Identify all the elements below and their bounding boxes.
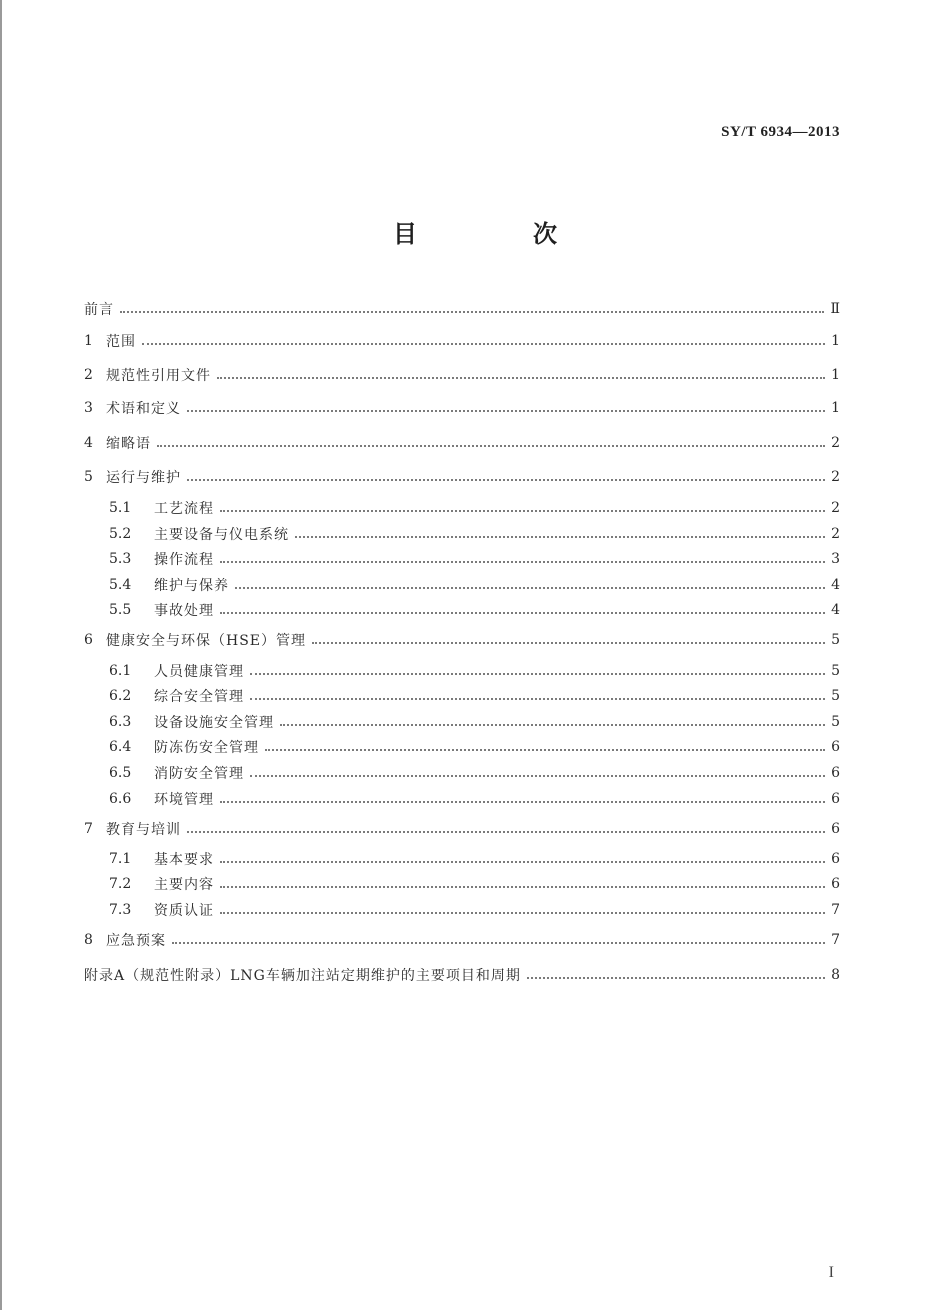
toc-entry-number: 4: [84, 435, 93, 451]
toc-entry-page: 4: [831, 602, 840, 618]
toc-entry-label: 范围: [106, 334, 136, 350]
toc-entry[interactable]: [84, 548, 840, 570]
toc-entry-label: 维护与保养: [154, 578, 229, 594]
toc-entry-label: 综合安全管理: [154, 689, 244, 705]
toc-entry-page: 7: [831, 932, 840, 948]
page-title: 目 次: [393, 220, 603, 248]
toc-entry-label: 消防安全管理: [154, 766, 244, 782]
toc-entry-label: 前言: [84, 302, 114, 318]
toc-entry-page: Ⅱ: [830, 301, 840, 317]
toc-entry[interactable]: [84, 964, 840, 986]
toc-entry-number: 6.1: [109, 663, 132, 679]
toc-entry-label: 术语和定义: [106, 401, 181, 417]
dot-leader: [280, 724, 825, 726]
toc-entry-number: 5.2: [109, 526, 132, 542]
toc-entry-label: 附录A（规范性附录）LNG车辆加注站定期维护的主要项目和周期: [84, 968, 521, 984]
dot-leader: [220, 612, 825, 614]
toc-entry-label: 运行与维护: [106, 470, 181, 486]
toc-entry[interactable]: [84, 629, 840, 651]
toc-entry-page: 2: [831, 500, 840, 516]
dot-leader: [235, 587, 825, 589]
toc-entry[interactable]: [84, 523, 840, 545]
dot-leader: [187, 831, 825, 833]
toc-entry-page: 6: [831, 851, 840, 867]
toc-entry[interactable]: [84, 711, 840, 733]
toc-entry-number: 7.3: [109, 902, 132, 918]
toc-entry-number: 8: [84, 932, 93, 948]
toc-entry-label: 基本要求: [154, 852, 214, 868]
toc-entry-label: 事故处理: [154, 603, 214, 619]
toc-entry[interactable]: [84, 660, 840, 682]
toc-entry-label: 规范性引用文件: [106, 368, 211, 384]
toc-entry[interactable]: [84, 364, 840, 386]
toc-entry-page: 2: [831, 526, 840, 542]
toc-entry-number: 1: [84, 333, 93, 349]
toc-entry[interactable]: [84, 330, 840, 352]
toc-entry-page: 5: [831, 632, 840, 648]
dot-leader: [265, 749, 825, 751]
dot-leader: [220, 561, 825, 563]
toc-entry-number: 6.5: [109, 765, 132, 781]
toc-entry[interactable]: [84, 574, 840, 596]
toc-entry-page: 3: [831, 551, 840, 567]
toc-entry-label: 健康安全与环保（HSE）管理: [106, 633, 307, 649]
toc-entry[interactable]: [84, 899, 840, 921]
toc-entry-page: 1: [831, 367, 840, 383]
toc-entry-page: 4: [831, 577, 840, 593]
toc-entry-number: 7: [84, 821, 93, 837]
toc-entry-number: 6: [84, 632, 93, 648]
toc-entry-label: 防冻伤安全管理: [154, 740, 259, 756]
dot-leader: [250, 775, 825, 777]
toc-entry-page: 6: [831, 791, 840, 807]
toc-entry-number: 7.1: [109, 851, 132, 867]
dot-leader: [295, 536, 825, 538]
toc-entry-page: 2: [831, 435, 840, 451]
toc-entry-label: 教育与培训: [106, 822, 181, 838]
toc-entry-page: 6: [831, 765, 840, 781]
dot-leader: [120, 311, 824, 313]
toc-entry-number: 2: [84, 367, 93, 383]
toc-entry-label: 工艺流程: [154, 501, 214, 517]
toc-entry-label: 资质认证: [154, 903, 214, 919]
toc-entry-page: 6: [831, 821, 840, 837]
toc-entry[interactable]: [84, 818, 840, 840]
scan-edge: [0, 0, 2, 1310]
toc-entry[interactable]: [84, 848, 840, 870]
dot-leader: [220, 886, 825, 888]
toc-entry[interactable]: [84, 929, 840, 951]
toc-entry-number: 6.3: [109, 714, 132, 730]
dot-leader: [217, 377, 825, 379]
toc-entry-label: 主要设备与仪电系统: [154, 527, 289, 543]
toc-entry-page: 1: [831, 333, 840, 349]
toc-entry-page: 6: [831, 876, 840, 892]
toc-entry-label: 操作流程: [154, 552, 214, 568]
toc-entry[interactable]: [84, 298, 840, 320]
dot-leader: [527, 977, 825, 979]
toc-entry-page: 6: [831, 739, 840, 755]
toc-entry-number: 6.6: [109, 791, 132, 807]
dot-leader: [142, 343, 825, 345]
toc-entry-label: 环境管理: [154, 792, 214, 808]
toc-entry-label: 应急预案: [106, 933, 166, 949]
toc-entry[interactable]: [84, 788, 840, 810]
dot-leader: [187, 410, 825, 412]
dot-leader: [187, 479, 825, 481]
toc-entry-page: 5: [831, 714, 840, 730]
toc-entry-label: 主要内容: [154, 877, 214, 893]
toc-entry-label: 缩略语: [106, 436, 151, 452]
toc-entry-number: 5.1: [109, 500, 132, 516]
toc-entry-number: 6.4: [109, 739, 132, 755]
dot-leader: [250, 673, 825, 675]
dot-leader: [220, 510, 825, 512]
toc-entry-number: 5.3: [109, 551, 132, 567]
toc-entry-number: 6.2: [109, 688, 132, 704]
toc-entry[interactable]: [84, 466, 840, 488]
toc-entry[interactable]: [84, 685, 840, 707]
toc-entry-page: 7: [831, 902, 840, 918]
toc-entry-label: 设备设施安全管理: [154, 715, 274, 731]
toc-entry-number: 5: [84, 469, 93, 485]
toc-entry-number: 7.2: [109, 876, 132, 892]
dot-leader: [312, 642, 825, 644]
dot-leader: [172, 942, 825, 944]
standard-code: SY/T 6934—2013: [721, 124, 840, 140]
dot-leader: [220, 912, 825, 914]
toc-entry[interactable]: [84, 432, 840, 454]
toc-entry-page: 1: [831, 400, 840, 416]
toc-entry[interactable]: [84, 736, 840, 758]
toc-entry[interactable]: [84, 599, 840, 621]
dot-leader: [157, 445, 825, 447]
toc-entry-number: 5.5: [109, 602, 132, 618]
toc-entry[interactable]: [84, 497, 840, 519]
dot-leader: [250, 698, 825, 700]
toc-entry-page: 5: [831, 663, 840, 679]
toc-entry-page: 5: [831, 688, 840, 704]
toc-entry-number: 3: [84, 400, 93, 416]
toc-entry-page: 8: [831, 967, 840, 983]
toc-entry-label: 人员健康管理: [154, 664, 244, 680]
dot-leader: [220, 861, 825, 863]
toc-entry[interactable]: [84, 397, 840, 419]
toc-entry-number: 5.4: [109, 577, 132, 593]
dot-leader: [220, 801, 825, 803]
toc-entry-page: 2: [831, 469, 840, 485]
toc-entry[interactable]: [84, 873, 840, 895]
toc-entry[interactable]: [84, 762, 840, 784]
page-number: I: [828, 1264, 834, 1281]
